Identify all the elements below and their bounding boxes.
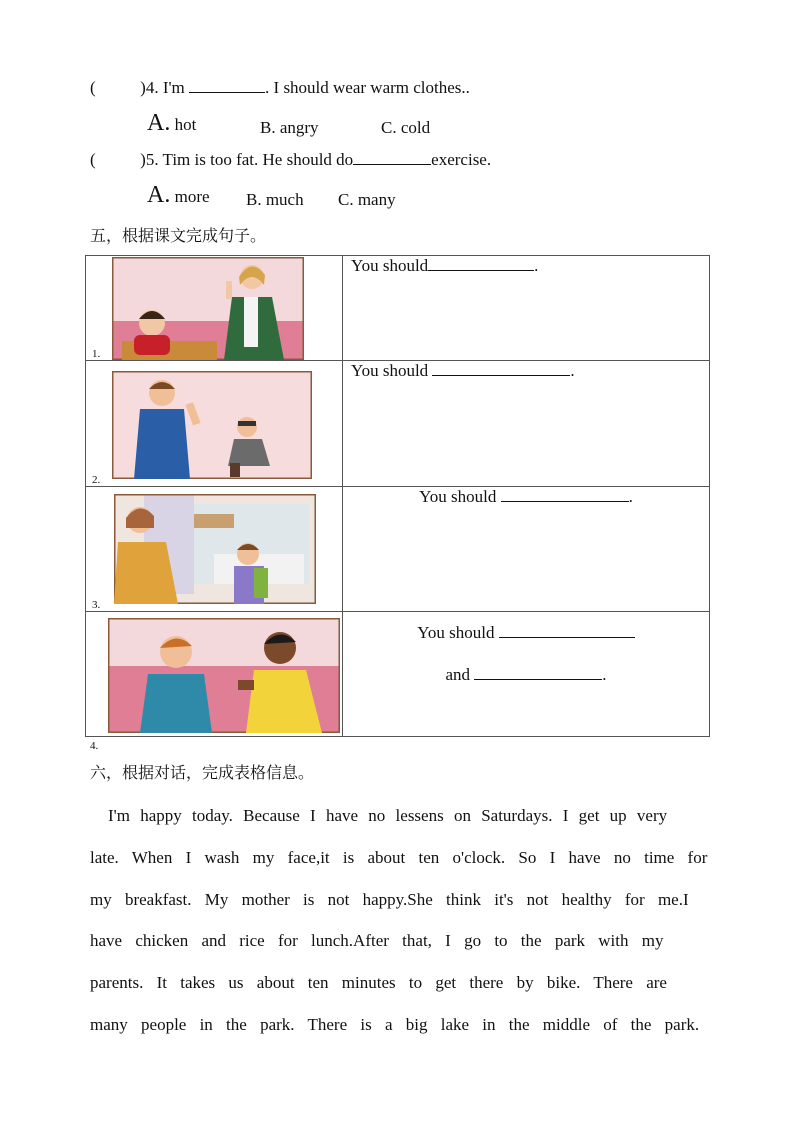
question-5-stem: )5. Tim is too fat. He should do xyxy=(140,150,354,169)
question-4-option-c[interactable]: C. cold xyxy=(381,118,431,137)
sentence-cell xyxy=(343,612,710,737)
option-a[interactable]: hot xyxy=(174,115,197,134)
sentence-text: You should xyxy=(351,361,429,380)
sentence-text: You should xyxy=(417,623,495,642)
picture-cell xyxy=(86,256,343,361)
question-5-options xyxy=(147,182,210,209)
question-4-stem: )4. I'm xyxy=(140,78,185,97)
picture-4 xyxy=(108,618,340,733)
answer-blank[interactable] xyxy=(428,256,534,271)
sentence-cell xyxy=(343,256,710,361)
section-6-title: 六，根据对话，完成表格信息。 xyxy=(90,763,315,782)
row-number: 2. xyxy=(92,474,101,486)
question-5-option-c[interactable]: C. many xyxy=(338,190,396,209)
question-5-option-b[interactable]: B. much xyxy=(246,190,304,209)
picture-cell xyxy=(86,361,343,487)
table-row xyxy=(86,487,710,612)
row-number: 4. xyxy=(90,740,99,752)
picture-cell xyxy=(86,612,343,737)
picture-2 xyxy=(112,371,312,479)
option-letter-a: A. xyxy=(147,182,171,208)
sentence-text-2: and xyxy=(445,665,471,684)
sentence-text: You should xyxy=(419,487,497,506)
sentence-end: . xyxy=(570,361,575,380)
picture-3 xyxy=(114,494,316,604)
section-5-title: 五，根据课文完成句子。 xyxy=(90,226,267,245)
question-4 xyxy=(90,78,470,98)
table-row xyxy=(86,256,710,361)
passage-line: my breakfast. My mother is not happy.She think it's not healthy for me.I xyxy=(90,890,689,909)
passage-line: have chicken and rice for lunch.After that, I go to the park with my xyxy=(90,931,664,950)
sentence-end: . xyxy=(602,665,607,684)
question-5 xyxy=(90,150,491,170)
answer-blank[interactable] xyxy=(189,78,265,93)
option-letter-a: A. xyxy=(147,110,171,136)
option-a[interactable]: more xyxy=(174,187,210,206)
question-4-option-b[interactable]: B. angry xyxy=(260,118,319,137)
row-number: 3. xyxy=(92,599,101,611)
passage-line: many people in the park. There is a big lake in the middle of the park. xyxy=(90,1015,700,1034)
passage-line: I'm happy today. Because I have no lessens on Saturdays. I get up very xyxy=(108,806,668,825)
question-4-options xyxy=(147,110,196,137)
row-number: 1. xyxy=(92,348,101,360)
sentence-end: . xyxy=(534,256,539,275)
table-row xyxy=(86,361,710,487)
passage-line: parents. It takes us about ten minutes to get there by bike. There are xyxy=(90,973,667,992)
question-4-end: . I should wear warm clothes.. xyxy=(265,78,470,97)
sentence-end: . xyxy=(628,487,633,506)
picture-1 xyxy=(112,257,304,360)
picture-cell xyxy=(86,487,343,612)
sentence-text: You should xyxy=(351,256,429,275)
paren-open: ( xyxy=(90,150,96,169)
answer-blank[interactable] xyxy=(474,665,602,680)
table-row xyxy=(86,612,710,737)
answer-blank[interactable] xyxy=(432,361,570,376)
question-5-end: exercise. xyxy=(431,150,492,169)
sentence-cell xyxy=(343,487,710,612)
passage-line: late. When I wash my face,it is about ten o'clock. So I have no time for xyxy=(90,848,708,867)
answer-blank[interactable] xyxy=(501,487,629,502)
answer-blank[interactable] xyxy=(499,623,635,638)
sentence-table xyxy=(85,255,710,737)
answer-blank[interactable] xyxy=(353,150,431,165)
paren-open: ( xyxy=(90,78,96,97)
sentence-cell xyxy=(343,361,710,487)
